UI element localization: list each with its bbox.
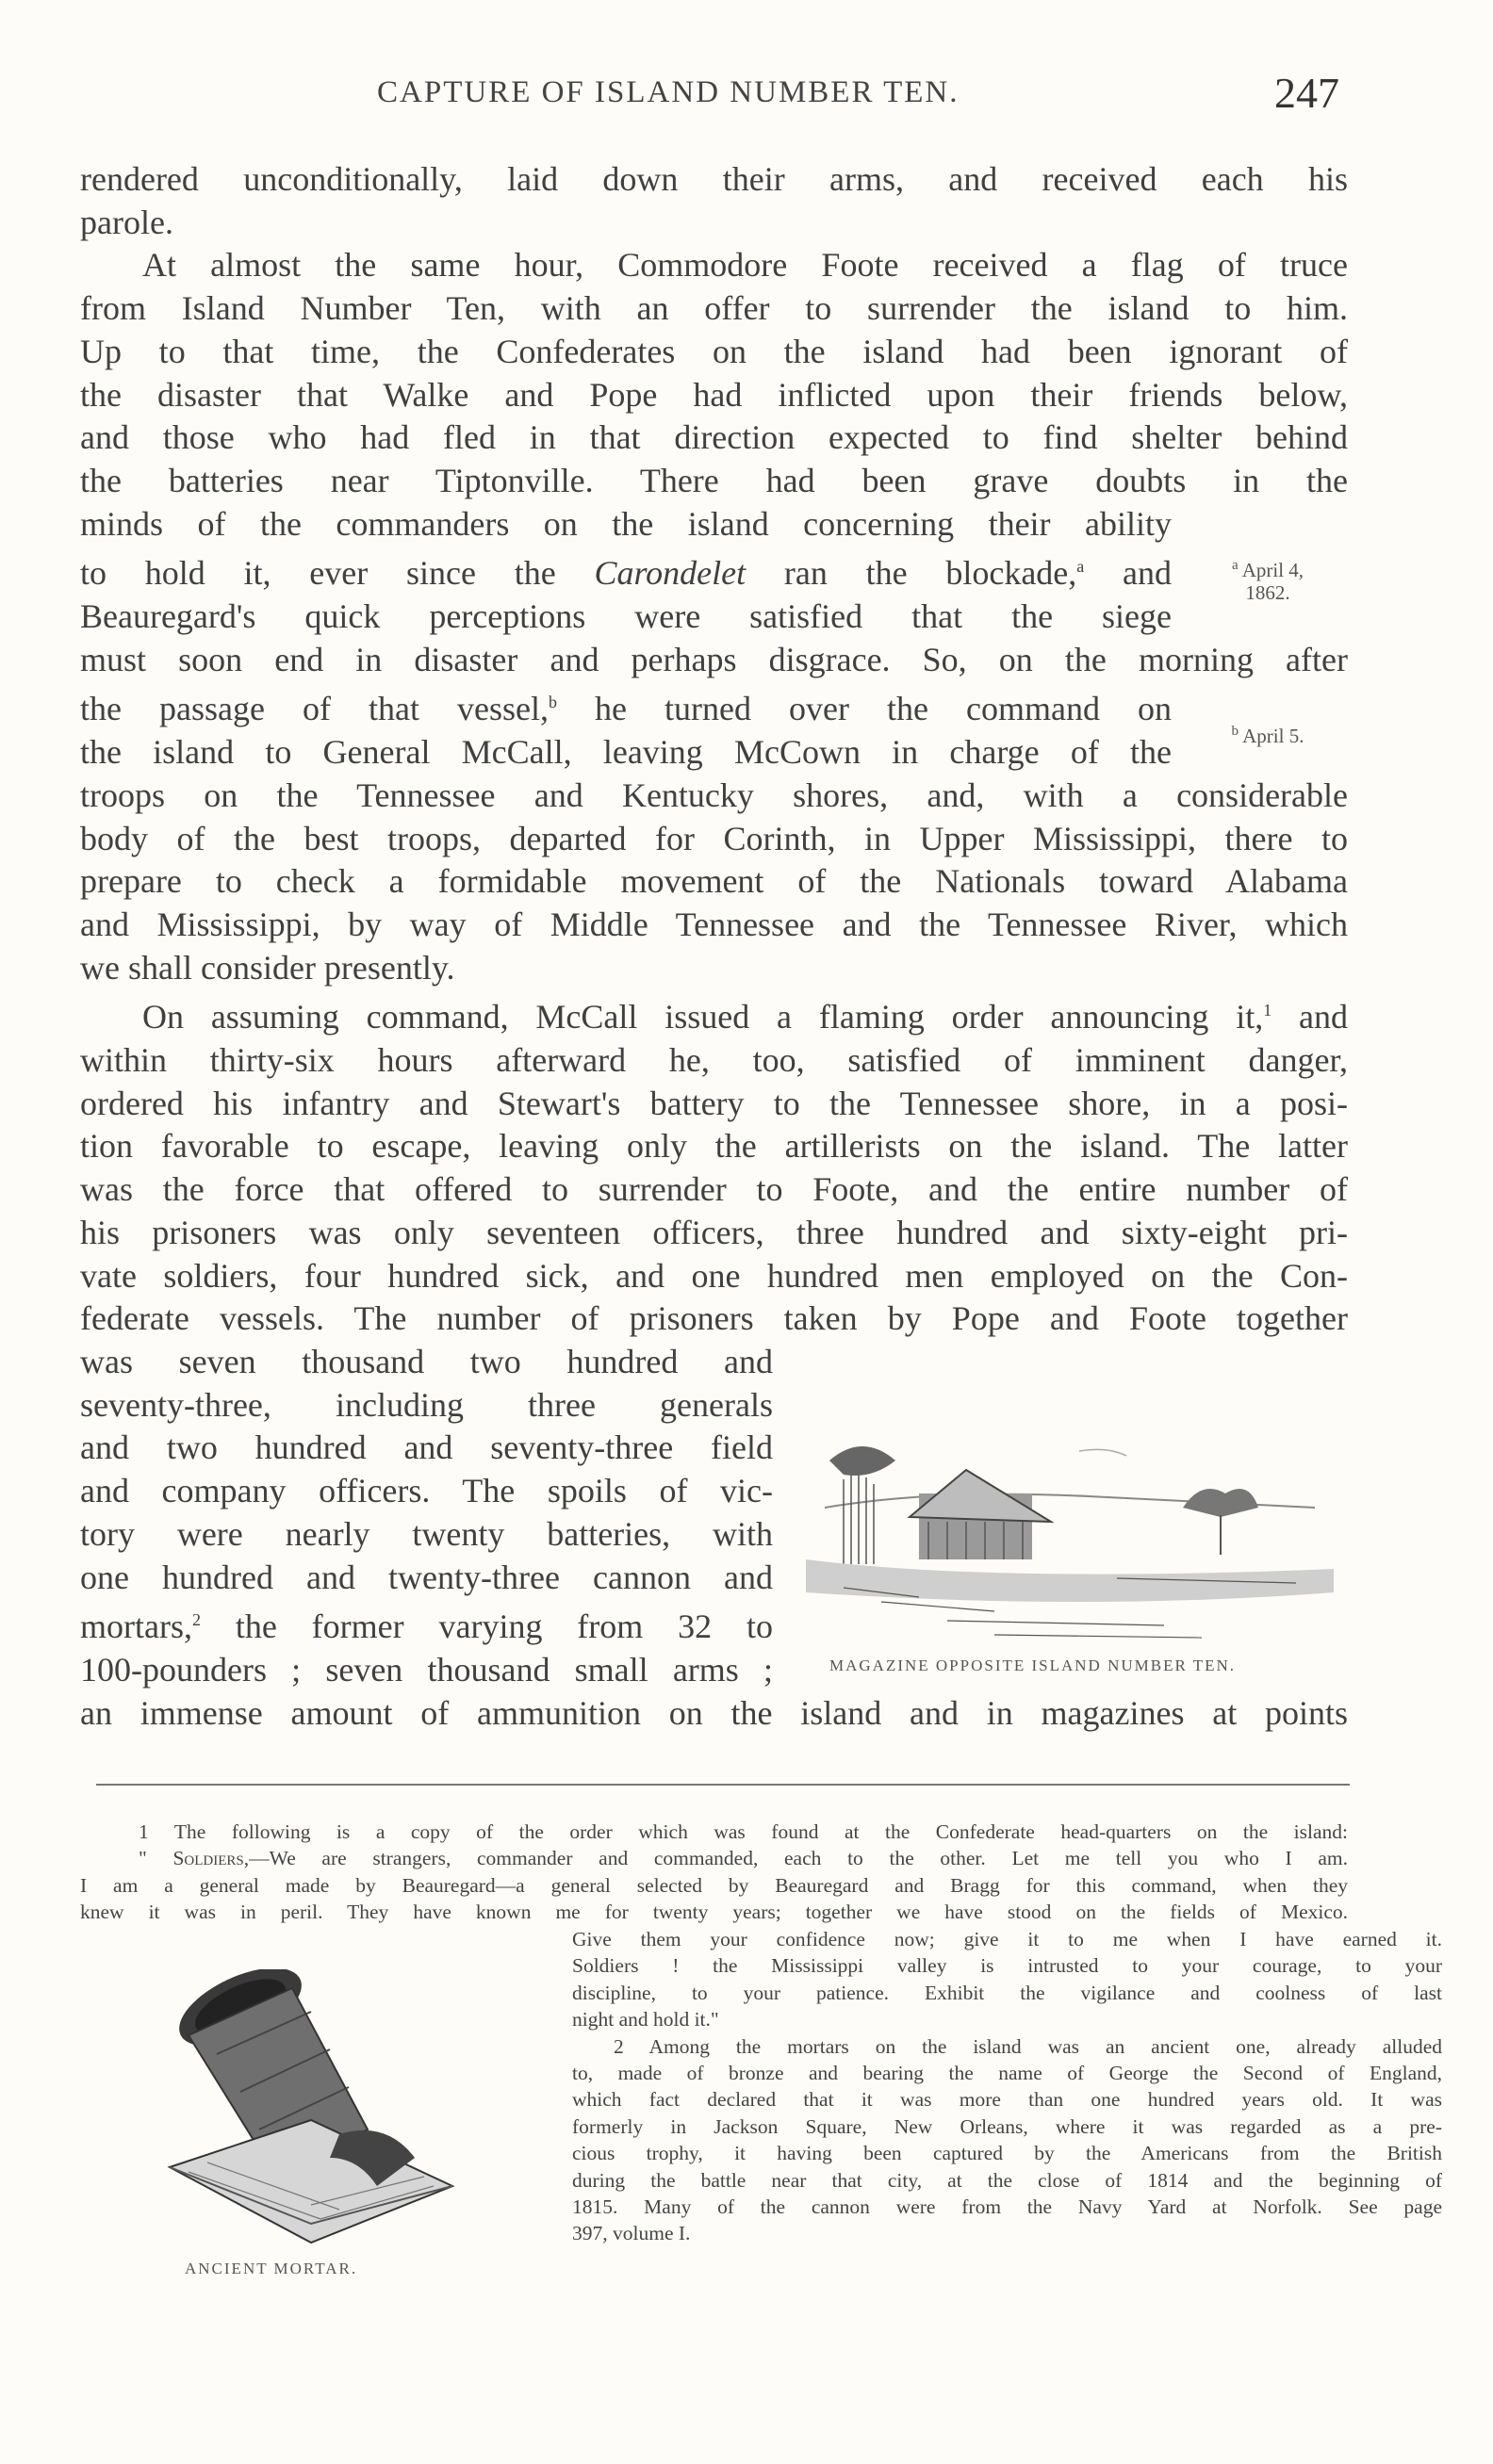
text-line: the disaster that Walke and Pope had inflicted upon their friends below,	[80, 375, 1348, 414]
text-line: and those who had fled in that direction expected to find shelter behind	[80, 418, 1348, 457]
text-line: Beauregard's quick perceptions were satisfied that the siege	[80, 597, 1172, 636]
margin-note-april-5	[1197, 720, 1338, 747]
magazine-caption: MAGAZINE OPPOSITE ISLAND NUMBER TEN.	[829, 1656, 1237, 1674]
footnote-text: —We are strangers, commander and commanded, each to the other. Let me tell you who I am.	[249, 1847, 1348, 1870]
text-segment: ran the blockade,	[783, 554, 1077, 593]
footnote-ref-b: b	[549, 693, 557, 712]
text-line: the island to General McCall, leaving McCown in charge of the	[80, 733, 1172, 772]
text-line: and Mississippi, by way of Middle Tennessee and the Tennessee River, which	[80, 905, 1348, 943]
text-line	[80, 546, 1172, 596]
footnote-line: night and hold it."	[572, 2008, 719, 2032]
footnote-line: which fact declared that it was more than one hundred years old. It was	[572, 2088, 1442, 2112]
footnote-line: 1815. Many of the cannon were from the Navy Yard at Norfolk. See page	[572, 2195, 1442, 2219]
magazine-engraving	[806, 1366, 1334, 1649]
footnote-line: formerly in Jackson Square, New Orleans, where it was regarded as a pre-	[572, 2114, 1442, 2138]
text-line: seventy-three, including three generals	[80, 1385, 773, 1424]
margin-note-line	[1197, 554, 1338, 581]
text-line: body of the best troops, departed for Corinth, in Upper Mississippi, there to	[80, 819, 1348, 857]
text-line: within thirty-six hours afterward he, too, satisfied of imminent danger,	[80, 1041, 1348, 1080]
text-line: parole.	[80, 203, 173, 241]
footnotes	[80, 1819, 1442, 2245]
margin-note-text: April 5.	[1242, 725, 1304, 747]
text-line: we shall consider presently.	[80, 948, 455, 987]
footnote-text: Among the mortars on the island was an ancient one, already alluded	[648, 2034, 1442, 2058]
footnote-line: during the battle near that city, at the close of 1814 and the beginning of	[572, 2168, 1442, 2192]
margin-mark: b	[1231, 724, 1239, 739]
text-segment: and	[1123, 554, 1173, 593]
text-line: was the force that offered to surrender to Foote, and the entire number of	[80, 1170, 1348, 1209]
text-segment: and	[1299, 998, 1349, 1036]
chapter-title: CAPTURE OF ISLAND NUMBER TEN.	[377, 75, 960, 109]
footnote-line	[80, 1819, 1348, 1845]
text-line: minds of the commanders on the island concerning their ability	[80, 504, 1172, 543]
text-line: was seven thousand two hundred and	[80, 1342, 773, 1380]
text-line: vate soldiers, four hundred sick, and one hundred men employed on the Con-	[80, 1256, 1348, 1295]
footnote-line: I am a general made by Beauregard—a general selected by Beauregard and Bragg for this command, when they	[80, 1873, 1348, 1897]
text-line: an immense amount of ammunition on the island and in magazines at points	[80, 1693, 1348, 1732]
text-segment: he turned over the command on	[595, 690, 1173, 728]
footnote-line	[572, 2033, 1442, 2060]
margin-note-april-4	[1197, 554, 1338, 604]
footnote-ref-a: a	[1076, 557, 1085, 577]
page-number: 247	[1274, 69, 1339, 117]
text-line	[80, 681, 1172, 731]
margin-note-year: 1862.	[1245, 581, 1290, 604]
footnote-line: 397, volume I.	[572, 2222, 691, 2245]
footnote-line: knew it was in peril. They have known me for twenty years; together we have stood on the fields of Mexico.	[80, 1901, 1348, 1924]
footnote-line: Give them your confidence now; give it to me when I have earned it.	[572, 1928, 1442, 1950]
text-segment: On assuming command, McCall issued a flaming order announcing it,	[142, 998, 1264, 1036]
footnote-rule	[96, 1784, 1350, 1786]
text-line: 100-pounders ; seven thousand small arms ;	[80, 1650, 773, 1689]
footnote-line: discipline, to your patience. Exhibit the vigilance and coolness of last	[572, 1981, 1442, 2004]
running-head	[0, 68, 1493, 124]
text-line: his prisoners was only seventeen officers, three hundred and sixty-eight pri-	[80, 1213, 1348, 1251]
text-segment: the former varying from 32 to	[235, 1607, 773, 1646]
footnote-line: Soldiers ! the Mississippi valley is intrusted to your courage, to your	[572, 1954, 1442, 1978]
text-line: the batteries near Tiptonville. There had been grave doubts in the	[80, 461, 1348, 499]
text-line: federate vessels. The number of prisoners taken by Pope and Foote together	[80, 1299, 1348, 1338]
footnote-line: to, made of bronze and bearing the name of George the Second of England,	[572, 2062, 1442, 2085]
footnote-line: cious trophy, it having been captured by the Americans from the British	[572, 2142, 1442, 2165]
text-line: must soon end in disaster and perhaps disgrace. So, on the morning after	[80, 640, 1348, 678]
text-line: and two hundred and seventy-three field	[80, 1428, 773, 1467]
text-line: tion favorable to escape, leaving only the artillerists on the island. The latter	[80, 1127, 1348, 1166]
footnote-ref-1: 1	[1263, 1001, 1272, 1020]
footnote-line	[80, 1845, 1348, 1871]
text-line: rendered unconditionally, laid down their arms, and received each his	[80, 160, 1348, 198]
text-line: from Island Number Ten, with an offer to surrender the island to him.	[80, 289, 1348, 328]
text-segment: the passage of that vessel,	[80, 690, 549, 728]
margin-mark: a	[1231, 558, 1239, 573]
footnote-text: The following is a copy of the order which was found at the Confederate head-quarters on the island:	[173, 1820, 1348, 1843]
text-line: At almost the same hour, Commodore Foote received a flag of truce	[142, 246, 1348, 285]
text-line: ordered his infantry and Stewart's battery to the Tennessee shore, in a posi-	[80, 1084, 1348, 1122]
footnote-number: 1	[139, 1820, 149, 1843]
footnote-right-column	[572, 1926, 1442, 2247]
text-line	[80, 1599, 773, 1649]
text-segment: to hold it, ever since the	[80, 554, 556, 593]
text-line	[80, 989, 1348, 1039]
footnote-ref-2: 2	[191, 1610, 201, 1630]
text-line: one hundred and twenty-three cannon and	[80, 1558, 773, 1596]
text-line: tory were nearly twenty batteries, with	[80, 1514, 773, 1553]
mortar-caption: ANCIENT MORTAR.	[185, 2260, 358, 2277]
footnote-number: 2	[614, 2034, 624, 2058]
text-line: troops on the Tennessee and Kentucky shores, and, with a considerable	[80, 775, 1348, 814]
text-line: and company officers. The spoils of vic-	[80, 1472, 773, 1510]
text-segment: mortars,	[80, 1607, 192, 1646]
margin-note-text: April 4,	[1241, 559, 1304, 581]
text-line: prepare to check a formidable movement of the Nationals toward Alabama	[80, 862, 1348, 901]
footnote-text: " Soldiers,	[139, 1847, 250, 1870]
text-line: Up to that time, the Confederates on the island had been ignorant of	[80, 332, 1348, 370]
mortar-engraving	[151, 1969, 457, 2252]
vessel-name: Carondelet	[594, 554, 746, 593]
